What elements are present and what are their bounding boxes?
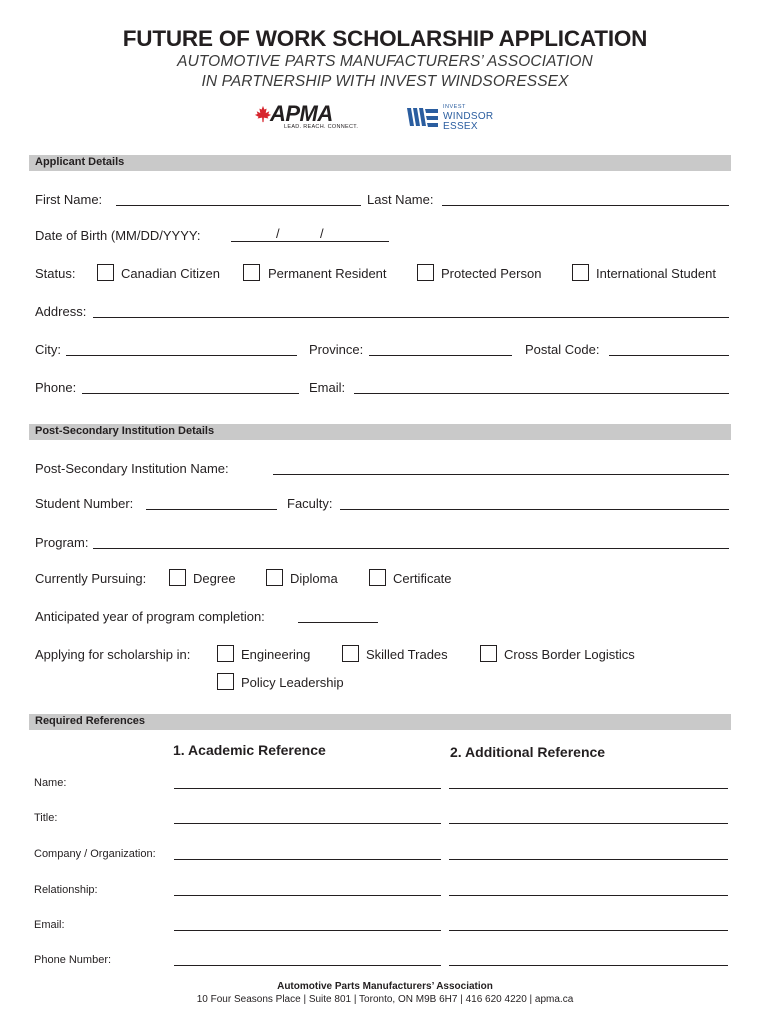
- postal-code-field[interactable]: [609, 355, 729, 356]
- academic-reference-heading: 1. Academic Reference: [173, 742, 326, 758]
- additional-reference-heading: 2. Additional Reference: [450, 744, 606, 760]
- pursuing-option-label: Certificate: [393, 571, 452, 586]
- iwe-logo-essex: ESSEX: [443, 121, 478, 132]
- dob-field[interactable]: [231, 241, 389, 242]
- pursuing-checkbox-certificate[interactable]: [369, 569, 386, 586]
- page-subtitle-partnership: IN PARTNERSHIP WITH INVEST WINDSORESSEX: [201, 73, 569, 90]
- address-field[interactable]: [93, 317, 729, 318]
- first-name-field[interactable]: [116, 205, 361, 206]
- dob-separator: /: [320, 226, 324, 241]
- applying-option-label: Cross Border Logistics: [504, 647, 635, 662]
- academic-reference-email-field[interactable]: [174, 930, 441, 931]
- apma-logo-wordmark: APMA: [270, 101, 333, 126]
- reference-email-label: Email:: [34, 919, 65, 931]
- reference-name-label: Name:: [34, 777, 67, 789]
- academic-reference-title-field[interactable]: [174, 823, 441, 824]
- dob-separator: /: [276, 226, 280, 241]
- status-option-label: Canadian Citizen: [121, 266, 221, 281]
- status-option-label: International Student: [596, 266, 716, 281]
- reference-title-label: Title:: [34, 812, 58, 824]
- pursuing-option-label: Degree: [193, 571, 236, 586]
- additional-reference-email-field[interactable]: [449, 930, 728, 931]
- status-checkbox-international-student[interactable]: [572, 264, 589, 281]
- section-title: Applicant Details: [35, 156, 125, 168]
- province-label: Province:: [309, 342, 364, 357]
- section-title: Required References: [35, 715, 146, 727]
- status-checkbox-permanent-resident[interactable]: [243, 264, 260, 281]
- pursuing-option-label: Diploma: [290, 571, 338, 586]
- additional-reference-company-field[interactable]: [449, 859, 728, 860]
- footer-contact: 10 Four Seasons Place | Suite 801 | Toronto, ON M9B 6H7 | 416 620 4220 | apma.ca: [196, 994, 574, 1005]
- academic-reference-name-field[interactable]: [174, 788, 441, 789]
- reference-relationship-label: Relationship:: [34, 884, 98, 896]
- last-name-label: Last Name:: [367, 192, 434, 207]
- applying-checkbox-skilled-trades[interactable]: [342, 645, 359, 662]
- status-checkbox-canadian-citizen[interactable]: [97, 264, 114, 281]
- reference-company-label: Company / Organization:: [34, 848, 156, 860]
- section-title: Post-Secondary Institution Details: [35, 425, 215, 437]
- institution-name-label: Post-Secondary Institution Name:: [35, 461, 229, 476]
- apma-logo: [254, 101, 372, 133]
- address-label: Address:: [35, 304, 87, 319]
- status-option-label: Protected Person: [441, 266, 542, 281]
- status-label: Status:: [35, 266, 76, 281]
- program-field[interactable]: [93, 548, 729, 549]
- section-header-applicant-details: [29, 155, 731, 171]
- email-field[interactable]: [354, 393, 729, 394]
- invest-windsor-essex-mark-icon: [405, 106, 439, 130]
- academic-reference-relationship-field[interactable]: [174, 895, 441, 896]
- faculty-field[interactable]: [340, 509, 729, 510]
- apma-logo-tagline: LEAD. REACH. CONNECT.: [284, 124, 359, 130]
- additional-reference-phone-field[interactable]: [449, 965, 728, 966]
- student-number-field[interactable]: [146, 509, 277, 510]
- applying-option-label: Policy Leadership: [241, 675, 344, 690]
- dob-label: Date of Birth (MM/DD/YYYY:: [35, 228, 201, 243]
- academic-reference-company-field[interactable]: [174, 859, 441, 860]
- student-number-label: Student Number:: [35, 496, 134, 511]
- completion-year-label: Anticipated year of program completion:: [35, 609, 265, 624]
- faculty-label: Faculty:: [287, 496, 333, 511]
- iwe-logo-invest: INVEST: [443, 104, 466, 110]
- city-label: City:: [35, 342, 61, 357]
- applying-option-label: Engineering: [241, 647, 311, 662]
- invest-windsor-essex-logo: [405, 104, 505, 134]
- currently-pursuing-label: Currently Pursuing:: [35, 571, 147, 586]
- additional-reference-name-field[interactable]: [449, 788, 728, 789]
- page-title: FUTURE OF WORK SCHOLARSHIP APPLICATION: [122, 26, 648, 51]
- applying-for-label: Applying for scholarship in:: [35, 647, 191, 662]
- additional-reference-relationship-field[interactable]: [449, 895, 728, 896]
- reference-phone-label: Phone Number:: [34, 954, 112, 966]
- iwe-logo-windsor: WINDSOR: [443, 111, 494, 122]
- footer-organization: Automotive Parts Manufacturers’ Association: [277, 981, 493, 992]
- completion-year-field[interactable]: [298, 622, 378, 623]
- phone-label: Phone:: [35, 380, 77, 395]
- applying-checkbox-policy-leadership[interactable]: [217, 673, 234, 690]
- section-header-required-references: [29, 714, 731, 730]
- status-option-label: Permanent Resident: [268, 266, 387, 281]
- page-subtitle-association: AUTOMOTIVE PARTS MANUFACTURERS’ ASSOCIATION: [177, 53, 593, 70]
- applying-option-label: Skilled Trades: [366, 647, 448, 662]
- applying-checkbox-engineering[interactable]: [217, 645, 234, 662]
- first-name-label: First Name:: [35, 192, 103, 207]
- email-label: Email:: [309, 380, 346, 395]
- phone-field[interactable]: [82, 393, 299, 394]
- academic-reference-phone-field[interactable]: [174, 965, 441, 966]
- applying-checkbox-cross-border-logistics[interactable]: [480, 645, 497, 662]
- section-header-institution-details: [29, 424, 731, 440]
- postal-code-label: Postal Code:: [525, 342, 600, 357]
- pursuing-checkbox-diploma[interactable]: [266, 569, 283, 586]
- additional-reference-title-field[interactable]: [449, 823, 728, 824]
- program-label: Program:: [35, 535, 89, 550]
- institution-name-field[interactable]: [273, 474, 729, 475]
- city-field[interactable]: [66, 355, 297, 356]
- status-checkbox-protected-person[interactable]: [417, 264, 434, 281]
- last-name-field[interactable]: [442, 205, 729, 206]
- pursuing-checkbox-degree[interactable]: [169, 569, 186, 586]
- province-field[interactable]: [369, 355, 512, 356]
